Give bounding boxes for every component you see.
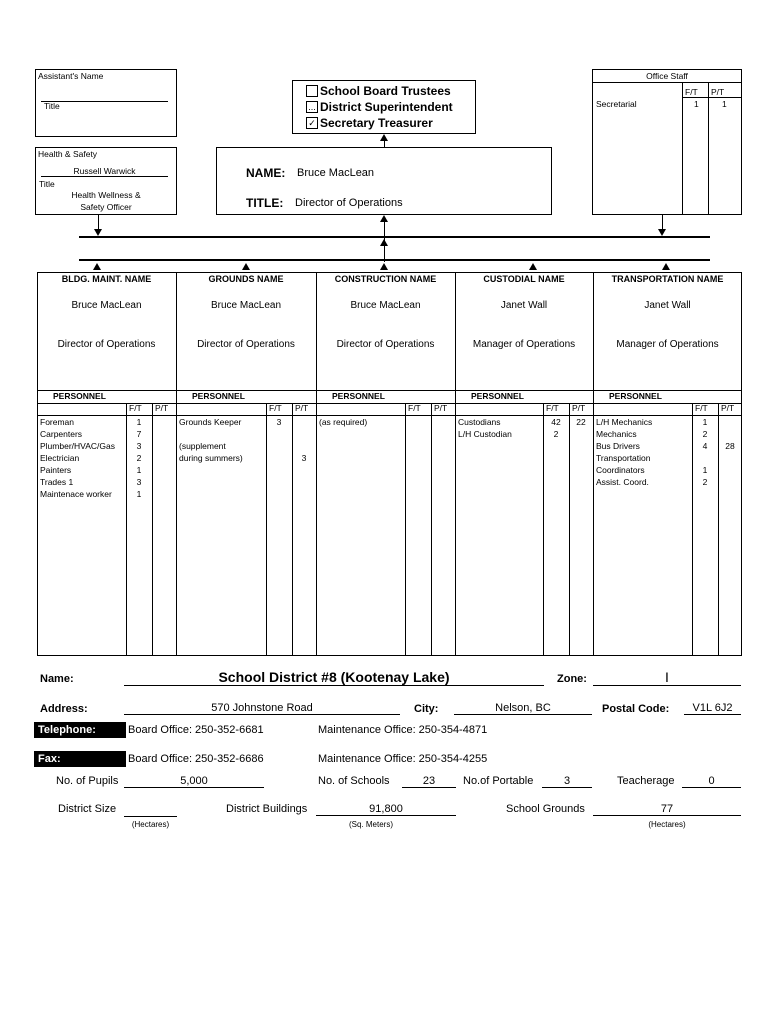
district-buildings-label: District Buildings [226,803,308,815]
dept-pt-col [152,403,153,656]
dept-ft-header: F/T [269,403,282,413]
office-staff-col1 [682,82,683,215]
footer-postal-label: Postal Code: [602,703,670,715]
dept-manager-title: Manager of Operations [472,339,576,350]
personnel-ft-count: 3 [276,417,282,427]
dept-pt-header: P/T [721,403,735,413]
main-title-label: TITLE: [246,196,284,210]
arrow-transportation [662,263,670,270]
arrow-custodial [529,263,537,270]
dept-personnel-label: PERSONNEL [471,391,524,401]
personnel-role: Mechanics [596,429,637,439]
dept-ft-header: F/T [695,403,708,413]
personnel-ft-count: 3 [136,441,142,451]
dept-pt-col [569,403,570,656]
dept-header: TRANSPORTATION NAME [611,274,724,284]
dept-pt-header: P/T [155,403,169,413]
personnel-role: Foreman [40,417,75,427]
personnel-pt-count: 3 [301,453,307,463]
school-grounds-field[interactable]: 77 [593,803,741,816]
dept-pt-col [431,403,432,656]
hline-lower [79,259,710,261]
personnel-ft-count: 2 [553,429,559,439]
personnel-ft-count: 42 [551,417,561,427]
dept-manager-name: Bruce MacLean [210,300,282,311]
reports-to-box [292,80,476,134]
connector-right [662,215,663,230]
teacherage-field[interactable]: 0 [682,775,741,788]
personnel-role: Trades 1 [40,477,74,487]
personnel-role: Carpenters [40,429,83,439]
secretary-treasurer-checkbox[interactable]: ✓ [306,117,318,129]
footer-city-label: City: [414,703,439,715]
main-name-value: Bruce MacLean [297,167,375,179]
assistant-title-label: Title [44,101,60,111]
arrow-bldg [93,263,101,270]
telephone-board: Board Office: 250-352-6681 [128,724,264,736]
footer-name-field[interactable]: School District #8 (Kootenay Lake) [124,669,544,686]
personnel-role: L/H Mechanics [596,417,653,427]
dept-pt-header: P/T [434,403,448,413]
personnel-role: (supplement [179,441,226,451]
dept-manager-title: Manager of Operations [616,339,719,350]
arrow-up-center-2 [380,239,388,246]
dept-personnel-label: PERSONNEL [53,391,106,401]
footer-address-field[interactable]: 570 Johnstone Road [124,702,400,715]
personnel-role: Painters [40,465,72,475]
dept-manager-title: Director of Operations [57,339,156,350]
office-staff-pt-value: 1 [722,99,727,109]
main-name-label: NAME: [246,166,286,180]
trustees-label: School Board Trustees [320,84,451,98]
personnel-role: Bus Drivers [596,441,640,451]
dept-ft-header: F/T [408,403,421,413]
office-staff-ft-header: F/T [685,87,698,97]
personnel-pt-count: 28 [725,441,735,451]
dept-personnel-label: PERSONNEL [192,391,245,401]
footer-address-label: Address: [40,703,88,715]
office-staff-col2 [708,82,709,215]
connector-left [98,215,99,230]
personnel-role: Plumber/HVAC/Gas [40,441,115,451]
arrow-down-left [94,229,102,236]
personnel-ft-count: 4 [702,441,708,451]
office-staff-pt-header: P/T [711,87,725,97]
dept-header: CONSTRUCTION NAME [334,274,437,284]
dept-ft-col [266,403,267,656]
dept-manager-title: Director of Operations [336,339,435,350]
dept-pt-col [292,403,293,656]
arrow-construction [380,263,388,270]
main-name-box [216,147,552,215]
portable-label: No.of Portable [463,775,534,787]
dept-personnel-line-2 [593,403,742,404]
personnel-ft-count: 1 [702,465,708,475]
health-safety-label: Health & Safety [38,149,98,159]
dept-personnel-label: PERSONNEL [332,391,385,401]
assistant-name-field[interactable] [41,100,168,102]
dept-manager-name: Janet Wall [500,300,548,311]
telephone-label: Telephone: [34,722,126,738]
footer-postal-field[interactable]: V1L 6J2 [684,702,741,715]
pupils-field[interactable]: 5,000 [124,775,264,788]
personnel-role: Electrician [40,453,80,463]
dept-divider [176,272,177,656]
health-safety-title-line1: Health Wellness & [71,190,141,200]
dept-ft-col [543,403,544,656]
personnel-ft-count: 2 [702,429,708,439]
district-buildings-unit: (Sq. Meters) [348,820,393,829]
dept-header: GROUNDS NAME [208,274,284,284]
dept-pt-header: P/T [295,403,309,413]
dept-manager-title: Director of Operations [197,339,295,350]
personnel-role: Grounds Keeper [179,417,242,427]
assistant-name-label: Assistant's Name [38,71,104,81]
fax-label: Fax: [34,751,126,767]
personnel-role: Transportation [596,453,651,463]
main-title-value: Director of Operations [295,197,403,209]
personnel-role: Custodians [458,417,501,427]
personnel-ft-count: 1 [136,489,142,499]
arrow-down-right [658,229,666,236]
dept-header: CUSTODIAL NAME [483,274,565,284]
personnel-role: during summers) [179,453,243,463]
office-staff-role: Secretarial [596,99,637,109]
schools-label: No. of Schools [318,775,390,787]
district-size-unit: (Hectares) [131,820,170,829]
hline-upper [79,236,710,238]
personnel-role: L/H Custodian [458,429,512,439]
arrow-grounds [242,263,250,270]
personnel-ft-count: 3 [136,477,142,487]
health-safety-title-line2: Safety Officer [80,202,132,212]
dept-manager-name: Bruce MacLean [71,300,142,311]
personnel-pt-count: 22 [576,417,586,427]
dept-header: BLDG. MAINT. NAME [61,274,152,284]
assistant-box [35,69,177,137]
dept-ft-header: F/T [129,403,142,413]
fax-maint: Maintenance Office: 250-354-4255 [318,753,488,765]
office-staff-ft-value: 1 [694,99,699,109]
personnel-ft-count: 1 [136,465,142,475]
dept-ft-header: F/T [546,403,559,413]
fax-board: Board Office: 250-352-6686 [128,753,264,765]
office-staff-box [592,69,742,215]
telephone-maint: Maintenance Office: 250-354-4871 [318,724,488,736]
health-safety-name: Russell Warwick [41,166,168,177]
office-staff-label: Office Staff [646,71,688,81]
personnel-ft-count: 2 [702,477,708,487]
dept-personnel-label: PERSONNEL [609,391,662,401]
district-size-field[interactable] [124,803,177,817]
pupils-label: No. of Pupils [56,775,119,787]
personnel-ft-count: 1 [136,417,142,427]
dept-divider [316,272,317,656]
footer-zone-field[interactable]: I [593,669,741,686]
personnel-role: Assist. Coord. [596,477,649,487]
trustees-checkbox[interactable] [306,85,318,97]
office-staff-header-line [682,97,741,98]
personnel-ft-count: 2 [136,453,142,463]
health-safety-box [35,147,177,215]
health-safety-title-label: Title [39,179,55,189]
dept-manager-name: Bruce MacLean [350,300,421,311]
dept-divider [593,272,594,656]
teacherage-label: Teacherage [617,775,675,787]
personnel-role: Maintenace worker [40,489,112,499]
dept-pt-header: P/T [572,403,586,413]
dept-manager-name: Janet Wall [644,300,691,311]
personnel-ft-count: 7 [136,429,142,439]
dept-ft-col [405,403,406,656]
superintendent-label: District Superintendent [320,100,453,114]
district-size-label: District Size [58,803,117,815]
footer-name-label: Name: [40,673,74,685]
personnel-role: (as required) [319,417,368,427]
superintendent-checkbox[interactable]: ... [306,101,318,113]
dept-divider [455,272,456,656]
district-buildings-field[interactable]: 91,800 [316,803,456,816]
schools-field[interactable]: 23 [402,775,456,788]
school-grounds-label: School Grounds [506,803,585,815]
secretary-treasurer-label: Secretary Treasurer [320,116,433,130]
footer-city-field[interactable]: Nelson, BC [454,702,592,715]
school-grounds-unit: (Hectares) [648,820,686,829]
footer-zone-label: Zone: [557,673,587,685]
portable-field[interactable]: 3 [542,775,592,788]
office-staff-divider [593,82,741,83]
personnel-ft-count: 1 [702,417,708,427]
personnel-role: Coordinators [596,465,645,475]
